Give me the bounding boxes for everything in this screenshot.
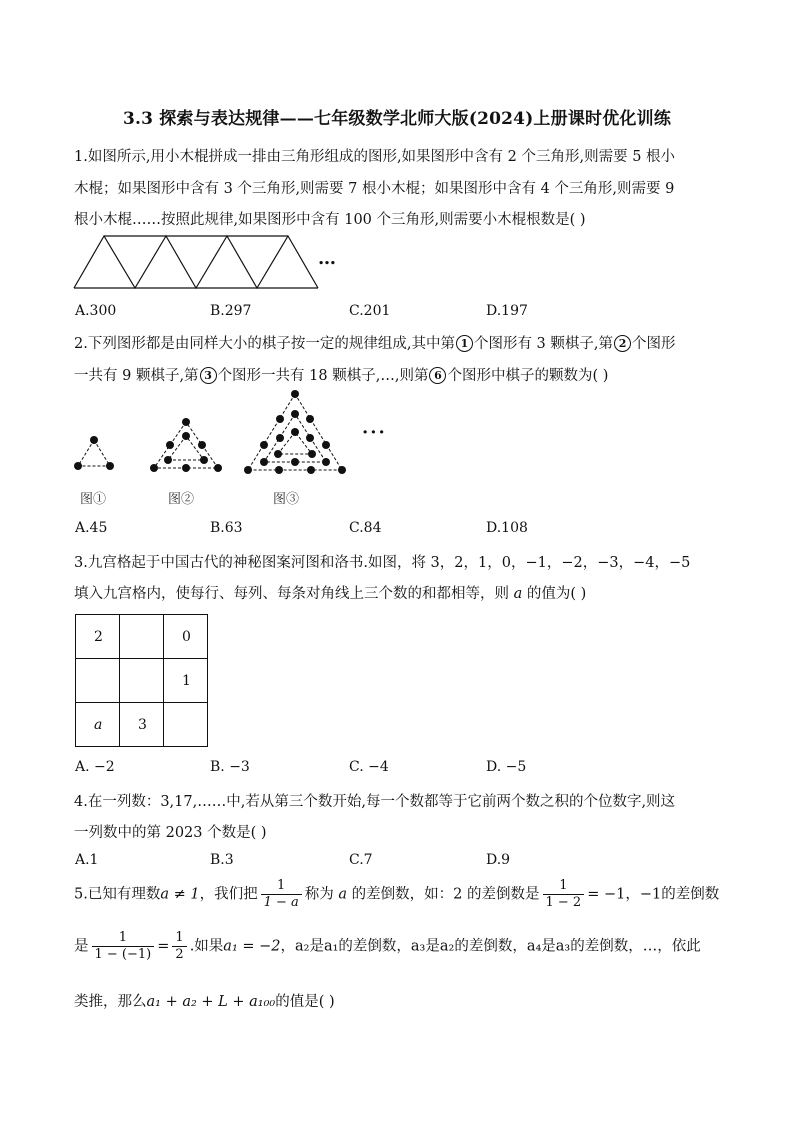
- circled-number-2: 2: [614, 335, 631, 352]
- q3-option-c: C. −4: [349, 759, 389, 775]
- q2-figure-2: [146, 416, 226, 476]
- q2-caption-1: 图①: [80, 492, 107, 507]
- grid-row: [76, 703, 208, 747]
- q1-ellipsis: …: [318, 248, 336, 269]
- fraction-1-over-1-minus-2: $\frac{1}{1 - 2}$: [543, 878, 585, 911]
- q3-option-d: D. −5: [486, 759, 527, 775]
- q1-option-d: D.197: [486, 303, 528, 319]
- q1-option-a: A.300: [75, 303, 117, 319]
- fraction-1-over-1-minus-neg1: $\frac{1}{1 - (-1)}$: [92, 930, 155, 963]
- grid-cell: 1: [164, 659, 208, 703]
- page-title: 3.3 探索与表达规律——七年级数学北师大版(2024)上册课时优化训练: [122, 109, 672, 129]
- magic-square-grid: [75, 614, 208, 747]
- grid-cell: 3: [120, 703, 164, 747]
- grid-row: [76, 659, 208, 703]
- q2-figure-3: [240, 388, 350, 478]
- q2-option-b: B.63: [210, 520, 243, 536]
- q1-triangle-figure: [72, 232, 352, 292]
- q2-line-2: 一共有 9 颗棋子,第 3 个图形一共有 18 颗棋子,…,则第 6 个图形中棋子的颗数为( ): [74, 368, 609, 384]
- q2-caption-3: 图③: [273, 492, 300, 507]
- q1-option-c: C.201: [349, 303, 391, 319]
- q2-ellipsis: ···: [362, 422, 387, 443]
- q2-figure-1: [70, 432, 120, 472]
- q3-line-2: 填入九宫格内，使每行、每列、每条对角线上三个数的和都相等，则 a 的值为( ): [74, 586, 587, 602]
- q4-line-1: 4.在一列数：3,17,……中,若从第三个数开始,每一个数都等于它前两个数之积的个位数字,则这: [74, 794, 676, 810]
- grid-cell: 2: [76, 615, 120, 659]
- q5-line-3: 类推，那么a₁ + a₂ + L + a₁₀₀的值是( ): [74, 994, 335, 1010]
- circled-number-3: 3: [200, 367, 217, 384]
- q1-option-b: B.297: [210, 303, 252, 319]
- grid-cell: [120, 659, 164, 703]
- q1-line-2: 木棍；如果图形中含有 3 个三角形,则需要 7 根小木棍；如果图形中含有 4 个三角形,则需要 9: [74, 181, 675, 197]
- q5-line-1: 5.已知有理数a ≠ 1，我们把 $\frac{1}{1 - a}$ 称为 a 的差倒数，如：2 的差倒数是 $\frac{1}{1 - 2}$ = −1，−1的差倒数: [74, 878, 720, 910]
- q2-caption-2: 图②: [168, 492, 195, 507]
- q3-line-1: 3.九宫格起于中国古代的神秘图案河图和洛书.如图，将 3，2，1，0，−1，−2，−3，−4，−5: [74, 555, 691, 571]
- fraction-1-over-2: $\frac{1}{2}$: [172, 930, 186, 963]
- q1-line-1: 1.如图所示,用小木棍拼成一排由三角形组成的图形,如果图形中含有 2 个三角形,则需要 5 根小: [74, 149, 676, 165]
- grid-cell: 0: [164, 615, 208, 659]
- grid-cell: [76, 659, 120, 703]
- q4-option-c: C.7: [349, 852, 373, 868]
- q4-option-a: A.1: [75, 852, 99, 868]
- grid-cell: a: [76, 703, 120, 747]
- q4-option-d: D.9: [486, 852, 511, 868]
- q2-line-1: 2.下列图形都是由同样大小的棋子按一定的规律组成,其中第 1 个图形有 3 颗棋子,第 2 个图形: [74, 336, 676, 352]
- q5-line-2: 是 $\frac{1}{1 - (-1)}$ = $\frac{1}{2}$ .如果a₁ = −2，a₂是a₁的差倒数，a₃是a₂的差倒数，a₄是a₃的差倒数，…，依此: [74, 930, 701, 962]
- circled-number-6: 6: [429, 367, 446, 384]
- grid-row: [76, 615, 208, 659]
- q3-option-b: B. −3: [210, 759, 250, 775]
- q3-option-a: A. −2: [75, 759, 115, 775]
- q2-option-d: D.108: [486, 520, 528, 536]
- circled-number-1: 1: [456, 335, 473, 352]
- fraction-1-over-1-minus-a: $\frac{1}{1 - a}$: [261, 878, 302, 911]
- q2-option-a: A.45: [75, 520, 108, 536]
- q4-line-2: 一列数中的第 2023 个数是( ): [74, 825, 267, 841]
- q1-line-3: 根小木棍……按照此规律,如果图形中含有 100 个三角形,则需要小木棍根数是( ): [74, 212, 586, 228]
- q4-option-b: B.3: [210, 852, 234, 868]
- grid-cell: [164, 703, 208, 747]
- grid-cell: [120, 615, 164, 659]
- q2-option-c: C.84: [349, 520, 382, 536]
